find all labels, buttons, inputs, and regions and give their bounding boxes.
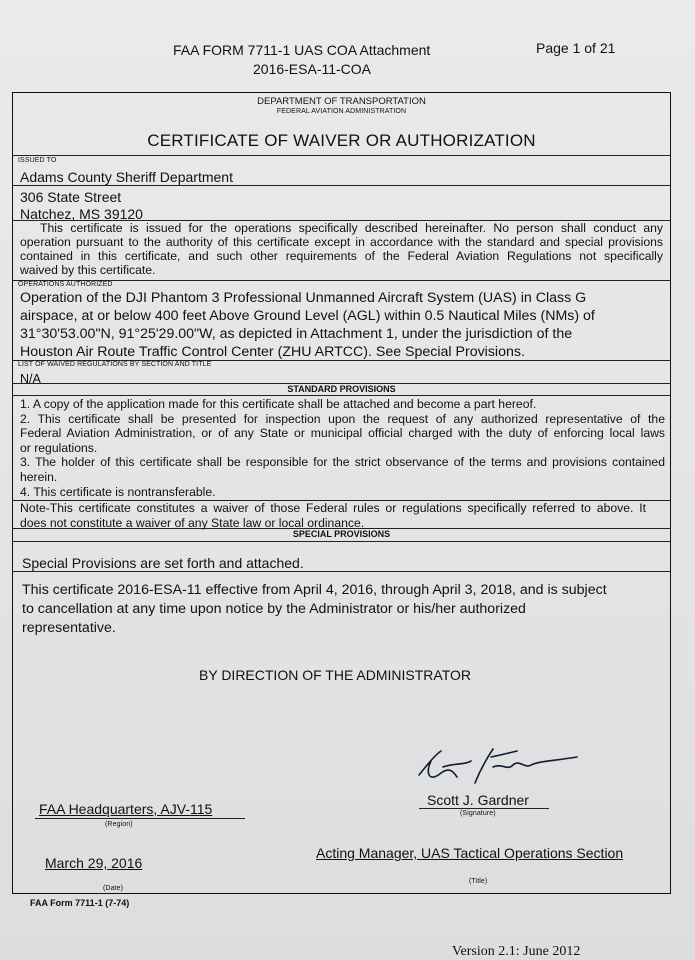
operations-paragraph bbox=[20, 289, 661, 361]
intro-line: waived by this certificate. bbox=[20, 263, 156, 277]
handwritten-signature bbox=[413, 743, 583, 793]
waived-label: LIST OF WAIVED REGULATIONS BY SECTION AND TITLE bbox=[18, 361, 212, 368]
agency-heading: FEDERAL AVIATION ADMINISTRATION bbox=[276, 108, 407, 115]
effective-paragraph bbox=[22, 581, 660, 638]
date-label: (Date) bbox=[103, 885, 124, 892]
effective-line: This certificate 2016-ESA-11 effective from April 4, 2016, through April 3, 2018, and is subject bbox=[22, 582, 607, 598]
standard-line: 4. This certificate is nontransferable. bbox=[20, 484, 216, 499]
form-number: 2016-ESA-11-COA bbox=[253, 61, 372, 77]
title-value: Acting Manager, UAS Tactical Operations Section bbox=[316, 845, 624, 861]
standard-line: Federal Aviation Administration, or of any State or municipal official charged with the duty of enforcing local laws bbox=[20, 426, 665, 441]
direction-heading: BY DIRECTION OF THE ADMINISTRATOR bbox=[199, 667, 471, 683]
intro-paragraph bbox=[20, 221, 663, 277]
signer-name: Scott J. Gardner bbox=[427, 792, 529, 808]
certificate-frame bbox=[12, 92, 671, 894]
operations-line: Houston Air Route Traffic Control Center (ZHU ARTCC). See Special Provisions. bbox=[20, 344, 525, 360]
effective-line: to cancellation at any time upon notice by the Administrator or his/her authorized bbox=[22, 601, 526, 617]
signature-label: (Signature) bbox=[460, 810, 496, 817]
issued-to-label: ISSUED TO bbox=[18, 157, 57, 164]
region-line bbox=[35, 818, 245, 819]
region-value: FAA Headquarters, AJV-115 bbox=[39, 801, 213, 817]
standard-provisions bbox=[20, 397, 665, 499]
date-value: March 29, 2016 bbox=[45, 855, 143, 871]
issued-to-value: Adams County Sheriff Department bbox=[20, 169, 233, 185]
special-provisions-text: Special Provisions are set forth and attached. bbox=[22, 555, 304, 571]
signature-line bbox=[419, 808, 549, 809]
intro-line: operation pursuant to the authority of this certificate except in accordance with the standard and special provisions bbox=[20, 235, 663, 249]
divider bbox=[13, 395, 670, 396]
form-title: FAA FORM 7711-1 UAS COA Attachment bbox=[173, 42, 431, 58]
standard-line: herein. bbox=[20, 469, 58, 484]
version-text: Version 2.1: June 2012 bbox=[452, 944, 581, 959]
waived-value: N/A bbox=[20, 372, 41, 386]
standard-line: 3. The holder of this certificate shall be responsible for the strict observance of the terms and provisions contained bbox=[20, 455, 665, 470]
note-line: Note-This certificate constitutes a waiver of those Federal rules or regulations specifically referred to above. It bbox=[20, 501, 646, 515]
divider bbox=[13, 541, 670, 542]
note-paragraph bbox=[20, 501, 646, 530]
standard-line: or regulations. bbox=[20, 440, 98, 455]
address-line-2: Natchez, MS 39120 bbox=[20, 206, 143, 222]
address-line-1: 306 State Street bbox=[20, 189, 122, 205]
standard-provisions-heading: STANDARD PROVISIONS bbox=[287, 384, 396, 394]
note-line: does not constitute a waiver of any State law or local ordinance. bbox=[20, 515, 365, 530]
standard-line: 2. This certificate shall be presented for inspection upon the request of any authorized representative of the bbox=[20, 411, 665, 426]
operations-line: 31°30'53.00"N, 91°25'29.00"W, as depicted in Attachment 1, under the jurisdiction of the bbox=[20, 326, 573, 342]
certificate-title: CERTIFICATE OF WAIVER OR AUTHORIZATION bbox=[147, 131, 536, 150]
intro-line: contained in this certificate, and such other requirements of the Federal Aviation Regulations not specifically bbox=[20, 249, 663, 263]
standard-line: 1. A copy of the application made for this certificate shall be attached and become a part hereof. bbox=[20, 397, 537, 411]
operations-line: airspace, at or below 400 feet Above Ground Level (AGL) within 0.5 Nautical Miles (NMs) of bbox=[20, 308, 595, 324]
department-heading: DEPARTMENT OF TRANSPORTATION bbox=[257, 96, 426, 107]
divider bbox=[13, 155, 670, 156]
title-label: (Title) bbox=[469, 878, 488, 885]
divider bbox=[13, 571, 670, 572]
operations-line: Operation of the DJI Phantom 3 Professional Unmanned Aircraft System (UAS) in Class G bbox=[20, 290, 587, 306]
intro-line: This certificate is issued for the operations specifically described hereinafter. No person shall conduct any bbox=[40, 221, 663, 235]
effective-line: representative. bbox=[22, 620, 116, 636]
form-id: FAA Form 7711-1 (7-74) bbox=[30, 898, 130, 908]
special-provisions-heading: SPECIAL PROVISIONS bbox=[292, 529, 391, 539]
page-number: Page 1 of 21 bbox=[536, 40, 616, 56]
operations-label: OPERATIONS AUTHORIZED bbox=[18, 281, 113, 288]
region-label: (Region) bbox=[105, 821, 133, 828]
divider bbox=[13, 185, 670, 186]
